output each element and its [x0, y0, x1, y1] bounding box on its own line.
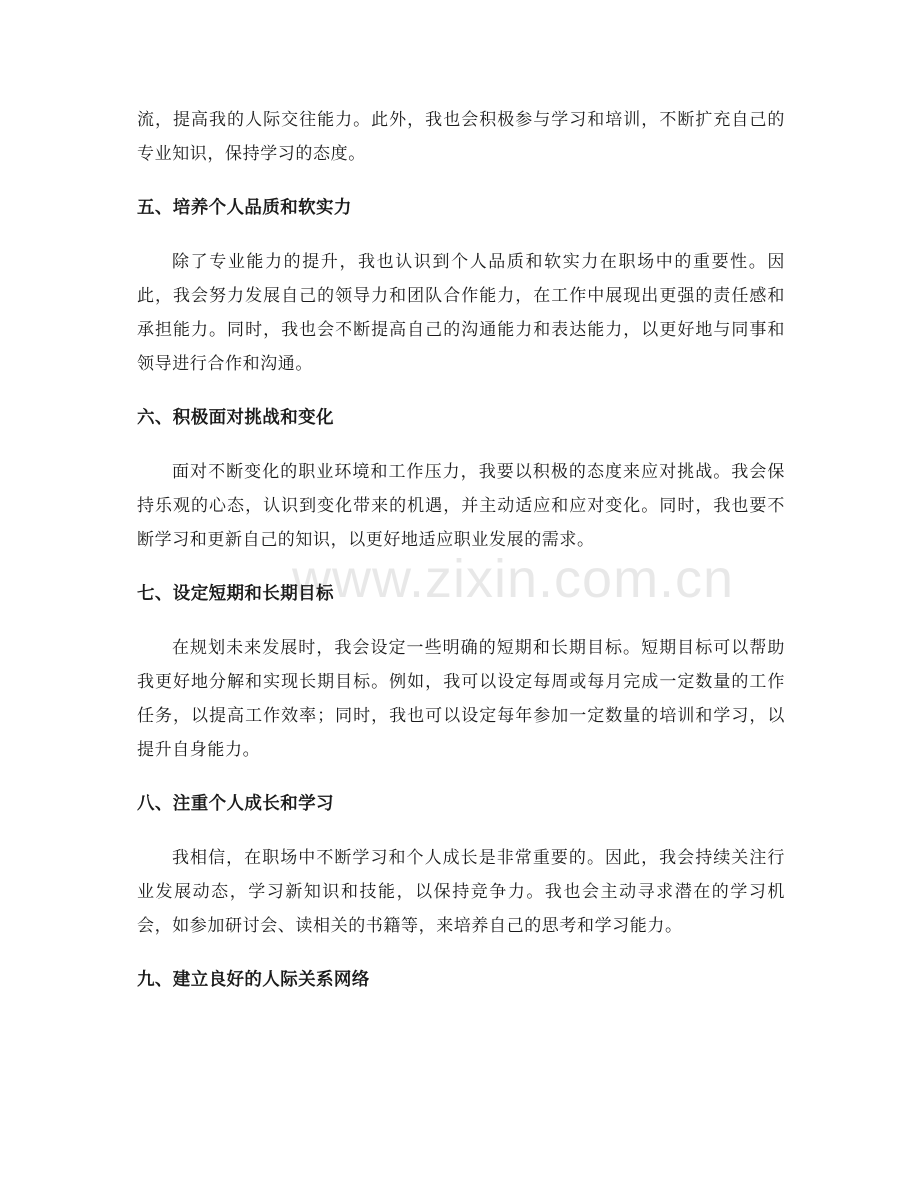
section-heading-6: 六、积极面对挑战和变化	[137, 408, 334, 428]
watermark-text: www.zixin.com.cn	[292, 549, 735, 609]
section-body-7: 在规划未来发展时，我会设定一些明确的短期和长期目标。短期目标可以帮助我更好地分解和实现长期目标。例如，我可以设定每周或每月完成一定数量的工作任务，以提高工作效率；同时，我也可以设定每年参加一定数量的培训和学习，以提升自身能力。	[137, 638, 785, 760]
section-body-6: 面对不断变化的职业环境和工作压力，我要以积极的态度来应对挑战。我会保持乐观的心态，认识到变化带来的机遇，并主动适应和应对变化。同时，我也要不断学习和更新自己的知识，以更好地适应职业发展的需求。	[137, 462, 785, 550]
section-heading-8: 八、注重个人成长和学习	[137, 794, 334, 814]
intro-paragraph: 流，提高我的人际交往能力。此外，我也会积极参与学习和培训，不断扩充自己的专业知识，保持学习的态度。	[137, 110, 785, 164]
section-body-5: 除了专业能力的提升，我也认识到个人品质和软实力在职场中的重要性。因此，我会努力发展自己的领导力和团队合作能力，在工作中展现出更强的责任感和承担能力。同时，我也会不断提高自己的沟通能力和表达能力，以更好地与同事和领导进行合作和沟通。	[137, 252, 785, 374]
section-heading-5: 五、培养个人品质和软实力	[137, 198, 352, 218]
section-heading-9: 九、建立良好的人际关系网络	[137, 970, 370, 990]
section-heading-7: 七、设定短期和长期目标	[137, 584, 334, 604]
document-body	[137, 103, 785, 1017]
section-body-8: 我相信，在职场中不断学习和个人成长是非常重要的。因此，我会持续关注行业发展动态，学习新知识和技能，以保持竞争力。我也会主动寻求潜在的学习机会，如参加研讨会、读相关的书籍等，来培养自己的思考和学习能力。	[137, 848, 785, 936]
